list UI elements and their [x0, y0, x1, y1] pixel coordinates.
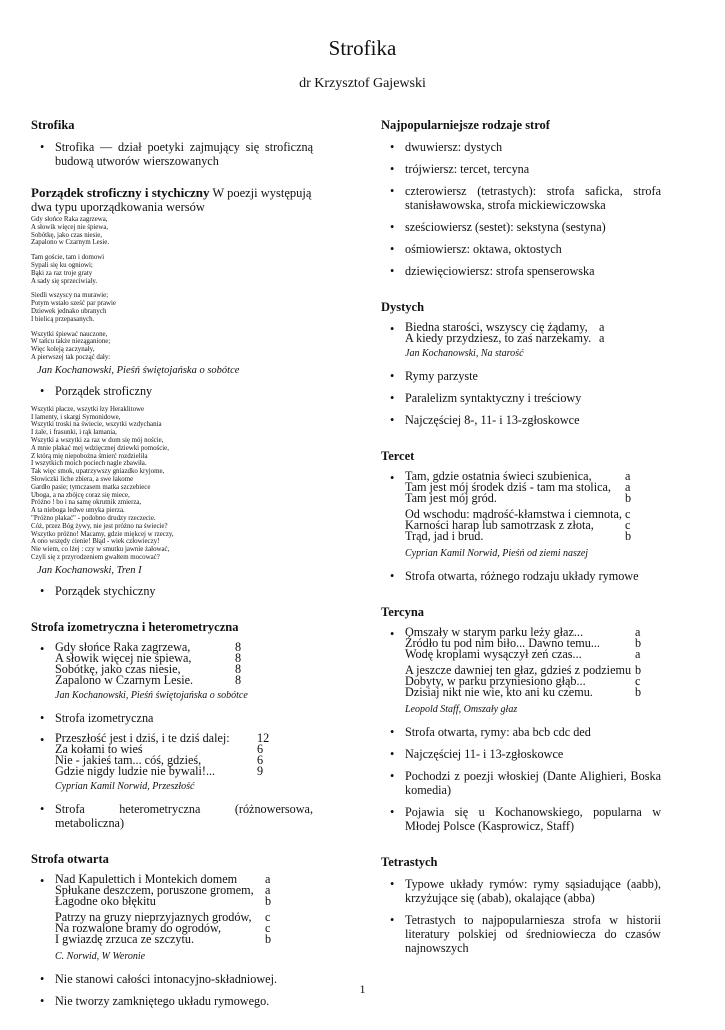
verse-line: Trąd, jad i brud.: [405, 529, 484, 543]
bullet-list: [381, 627, 661, 833]
poem-citation: Cyprian Kamil Norwid, Pieśń od ziemi naszej: [405, 548, 589, 559]
list-item: • Rymy parzyste: [381, 369, 661, 383]
verse-line: A sady się sprzeciwiały.: [31, 277, 98, 285]
rhyme-letter: c: [635, 674, 641, 688]
verse-line: A ono wszędy cienie! Błąd - wiek człowieczy!: [31, 538, 160, 546]
rhyme-letter: a: [625, 469, 631, 483]
verse-line: A jeszcze dawniej ten głaz, gdzieś z podziemu: [405, 663, 632, 677]
poem-omszaly-glaz: [405, 627, 655, 698]
verse-line: Tam jest mój środek dziś - tam ma stolica,: [405, 480, 611, 494]
verse-line: Wszytko próżno! Macamy, gdzie miękcej w rzeczy,: [31, 530, 174, 538]
verse-line: I wszytkich moich pociech nagle zbawiła.: [31, 460, 147, 468]
bullet-list: [381, 140, 661, 278]
list-item: • Pojawia się u Kochanowskiego, popularna w Młodej Polsce (Kasprowicz, Staff): [381, 805, 661, 833]
rhyme-letter: a: [265, 871, 271, 886]
verse-row: [405, 649, 655, 660]
verse-line: Gdzie nigdy ludzie nie bywali!...: [55, 763, 216, 778]
section-tercet: [381, 449, 661, 583]
list-item: • Paralelizm syntaktyczny i treściowy: [381, 391, 661, 405]
verse-line: Dzisiaj nikt nie wie, kto ani ku czemu.: [405, 685, 593, 699]
section-heading: Strofa izometryczna i heterometryczna: [31, 619, 239, 634]
section-intro: W poezji występują dwa typu uporządkowania wersów: [31, 186, 312, 214]
rhyme-letter: c: [625, 507, 631, 521]
section-porzadek: [31, 186, 313, 598]
verse-line: Sypali się ku ogniowi;: [31, 261, 93, 269]
verse-line: Cóż, przez Bóg żywy, nie jest próżno na świecie?: [31, 522, 168, 530]
verse-line: Siedli wszyscy na murawie;: [31, 292, 109, 300]
list-item: • Strofa heterometryczna (różnowersowa, metaboliczna): [31, 802, 313, 830]
list-item: • Porządek stroficzny: [31, 384, 313, 398]
poem-sobotka-syllables: [55, 639, 255, 687]
list-item: • trójwiersz: tercet, tercyna: [381, 162, 661, 176]
poem-citation: Cyprian Kamil Norwid, Przeszłość: [55, 780, 195, 792]
list-item: • Nie tworzy zamkniętego układu rymowego.: [31, 994, 313, 1008]
list-item: • Najczęściej 11- i 13-zgłoskowce: [381, 747, 661, 761]
verse-line: A mnie płakać mej wdzięcznej dziewki pomoście,: [31, 444, 169, 452]
verse-line: • Biedna starości, wszyscy cię żądamy,: [405, 320, 588, 334]
poem-stanza: [31, 331, 313, 362]
poem-stanza: [55, 871, 285, 908]
verse-row: [405, 531, 645, 542]
document-author: dr Krzysztof Gajewski: [299, 76, 426, 91]
poem-stanza: [31, 216, 313, 247]
verse-line: "Próżno płakać" - podobno drudzy rzeczecie.: [31, 514, 156, 522]
section-heading: Tercyna: [381, 605, 425, 619]
page-number: 1: [359, 982, 366, 996]
verse-line: Patrzy na gruzy nieprzyjaznych grodów,: [55, 909, 252, 924]
section-dystych: [381, 300, 661, 427]
verse-line: Wszytki śpiewać nauczone,: [31, 330, 108, 338]
poem-stanza: [405, 471, 645, 504]
left-column: [31, 118, 313, 1030]
rhyme-letter: b: [625, 491, 632, 505]
verse-line: Gardło pasie; tymczasem matka szczebiece: [31, 483, 151, 491]
verse-line: • Nad Kapulettich i Montekich domem: [55, 871, 238, 886]
list-item: [381, 471, 661, 561]
list-item: • czterowiersz (tetrastych): strofa saficka, strofa stanisławowska, strofa mickiewiczowska: [381, 184, 661, 212]
verse-line: A słowik więcej nie śpiewa,: [31, 223, 109, 231]
rhyme-letter: a: [599, 320, 605, 334]
list-item: • Strofika — dział poetyki zajmujący się stroficzną budową utworów wierszowanych: [31, 140, 313, 168]
verse-line: Łagodne oko błękitu: [55, 893, 156, 908]
rhyme-letter: b: [265, 893, 272, 908]
rhyme-letter: c: [265, 909, 271, 924]
verse-line: Potym wstało sześć par prawie: [31, 300, 116, 308]
poem-citation: Jan Kochanowski, Pieśń świętojańska o sobótce: [37, 364, 240, 376]
verse-line: • Omszały w starym parku leży głaz...: [405, 625, 584, 639]
section-heading: Tetrastych: [381, 855, 438, 869]
section-heading: Strofika: [31, 118, 75, 132]
poem-citation: C. Norwid, W Weronie: [55, 950, 146, 962]
poem-przeszlosc: [55, 730, 277, 778]
list-item: • dwuwiersz: dystych: [381, 140, 661, 154]
verse-line: Sobótkę, jako czas niesie,: [31, 231, 102, 239]
poem-citation: Jan Kochanowski, Na starość: [405, 348, 524, 359]
verse-line: Uboga, a na zbójcę coraz się miece,: [31, 491, 130, 499]
poem-citation: Jan Kochanowski, Pieśń świętojańska o sobótce: [55, 689, 248, 701]
rhyme-letter: b: [635, 636, 642, 650]
rhyme-letter: c: [265, 920, 271, 935]
syllable-count: 8: [235, 639, 242, 654]
syllable-count: 6: [257, 741, 264, 756]
list-item: [31, 639, 313, 703]
verse-line: Czyli się z przyrodzeniem gwałtem mocować?: [31, 553, 160, 561]
list-item: • sześciowiersz (sestet): sekstyna (sestyna): [381, 220, 661, 234]
section-rodzaje-strof: [381, 118, 661, 278]
verse-line: Karności harap lub samotrzask z złota,: [405, 518, 594, 532]
section-tetrastych: [381, 855, 661, 955]
verse-row: [55, 931, 285, 946]
list-item: • dziewięciowiersz: strofa spenserowska: [381, 264, 661, 278]
verse-line: Próżno ! bo i na samę okrutnik zmierza,: [31, 499, 142, 507]
verse-line: A słowik więcej nie śpiewa,: [55, 650, 192, 665]
list-item: • Najczęściej 8-, 11- i 13-zgłoskowce: [381, 413, 661, 427]
syllable-count: 9: [257, 763, 264, 778]
section-izometryczna: [31, 620, 313, 830]
syllable-count: 8: [235, 650, 242, 665]
verse-row: [55, 672, 255, 687]
verse-line: Zapalono w Czarnym Lesie.: [55, 672, 194, 687]
poem-tren: [31, 406, 313, 562]
poem-stanza: [31, 292, 313, 323]
section-heading: Porządek stroficzny i stychiczny: [31, 185, 210, 200]
poem-stanza: [405, 665, 655, 698]
list-item: • Pochodzi z poezji włoskiej (Dante Alighieri, Boska komedia): [381, 769, 661, 797]
bullet-list: [381, 471, 661, 583]
verse-row: [405, 493, 645, 504]
verse-row: [55, 763, 277, 778]
section-heading: Najpopularniejsze rodzaje strof: [381, 118, 550, 132]
list-item: • Strofa otwarta, rymy: aba bcb cdc ded: [381, 725, 661, 739]
poem-sobotka: [31, 216, 313, 362]
verse-line: A ta nieboga ledwe umyka pierza.: [31, 507, 125, 515]
verse-line: Więc koleją zaczynały,: [31, 346, 95, 354]
list-item: • Strofa izometryczna: [31, 711, 313, 725]
list-item: [31, 871, 313, 964]
verse-line: Wszytki troski na świecie, wszytki wzdychania: [31, 421, 162, 429]
poem-na-starosc: [405, 322, 619, 344]
verse-line: I gwiazdę zrzuca ze szczytu.: [55, 931, 195, 946]
syllable-count: 6: [257, 752, 264, 767]
verse-line: A pierwszej tak począć dały:: [31, 353, 111, 361]
verse-row: [405, 333, 619, 344]
verse-line: W tańcu także nieząganione;: [31, 338, 111, 346]
verse-line: Wszytki płacze, wszytki łzy Heraklitowe: [31, 405, 145, 413]
bullet-list: [31, 140, 313, 168]
verse-line: Spłukane deszczem, poruszone gromem,: [55, 882, 254, 897]
list-item: • Porządek stychiczny: [31, 584, 313, 598]
poem-stanza: [55, 909, 285, 946]
poem-citation: Leopold Staff, Omszały głaz: [405, 704, 518, 715]
section-heading: Dystych: [381, 300, 425, 314]
verse-line: Dobyty, w parku przyniesiono głąb...: [405, 674, 586, 688]
bullet-list: [381, 877, 661, 955]
syllable-count: 12: [257, 730, 270, 745]
verse-line: I bielicą przepasanych.: [31, 315, 95, 323]
verse-line: Źródło tu pod nim biło... Dawno temu...: [405, 636, 600, 650]
verse-line: Tak więc smok, upatrzywszy gniazdko kryjome,: [31, 468, 165, 476]
rhyme-letter: a: [635, 625, 641, 639]
verse-line: Od wschodu: mądrość-kłamstwa i ciemnota,: [405, 507, 622, 521]
right-column: [381, 118, 661, 977]
list-item: • Nie stanowi całości intonacyjno-składniowej.: [31, 972, 313, 986]
verse-line: • Gdy słońce Raka zagrzewa,: [55, 639, 191, 654]
verse-line: I lamenty, i skargi Symonidowe,: [31, 413, 121, 421]
syllable-count: 8: [235, 661, 242, 676]
verse-line: Dziewek jednako ubranych: [31, 307, 107, 315]
rhyme-letter: b: [265, 931, 272, 946]
verse-line: • Przeszłość jest i dziś, i te dziś dalej:: [55, 730, 230, 745]
poem-piesn-od-ziemi: [405, 471, 645, 542]
verse-line: Tam jest mój gród.: [405, 491, 497, 505]
runin-paragraph: [31, 186, 313, 214]
verse-line: Sobótkę, jako czas niesie,: [55, 661, 181, 676]
section-tercyna: [381, 605, 661, 833]
rhyme-letter: b: [625, 529, 632, 543]
poem-stanza: [31, 254, 313, 285]
bullet-list: [381, 322, 661, 427]
rhyme-letter: c: [625, 518, 631, 532]
section-heading: Strofa otwarta: [31, 851, 109, 866]
list-item: [381, 627, 661, 717]
verse-line: • Tam, gdzie ostatnia świeci szubienica,: [405, 469, 592, 483]
poem-citation: Jan Kochanowski, Tren I: [37, 564, 142, 576]
verse-row: [405, 687, 655, 698]
verse-line: Nie - jakieś tam... cóś, gdzieś,: [55, 752, 202, 767]
verse-line: Nie wiem, co lżej : czy w smutku jawnie żałować,: [31, 546, 170, 554]
verse-line: Wszytki a wszytki za raz w dom się mój noście,: [31, 436, 164, 444]
verse-line: A kiedy przydziesz, to zaś narzekamy.: [405, 331, 592, 345]
list-item: • ośmiowiersz: oktawa, oktostych: [381, 242, 661, 256]
verse-line: Bąki za raz troje graty: [31, 269, 93, 277]
bullet-list: [31, 639, 313, 830]
list-item: • Tetrastych to najpopularniesza strofa w historii literatury polskiej od średniowiecza do czasów najnowszych: [381, 913, 661, 955]
rhyme-letter: a: [635, 647, 641, 661]
verse-line: Gdy słońce Raka zagrzewa,: [31, 216, 108, 223]
rhyme-letter: a: [599, 331, 605, 345]
verse-line: Słowiczki liche zbiera, a swe łakome: [31, 475, 134, 483]
rhyme-letter: b: [635, 685, 642, 699]
verse-row: [55, 893, 285, 908]
document-title: Strofika: [328, 36, 397, 60]
poem-w-weronie: [55, 871, 285, 946]
rhyme-letter: a: [265, 882, 271, 897]
poem-stanza: [405, 627, 655, 660]
list-item: [31, 730, 313, 794]
verse-line: Z którą mię niepobożna śmierć rozdzieliła: [31, 452, 148, 460]
rhyme-letter: b: [635, 663, 642, 677]
list-item: • Typowe układy rymów: rymy sąsiadujące (aabb), krzyżujące się (abab), okalające (abba): [381, 877, 661, 905]
list-item: • Strofa otwarta, różnego rodzaju układy rymowe: [381, 569, 661, 583]
list-item: [381, 322, 661, 361]
rhyme-letter: a: [625, 480, 631, 494]
verse-line: Na rozwalone bramy do ogrodów,: [55, 920, 222, 935]
verse-line: Zapalono w Czarnym Lesie.: [31, 239, 110, 247]
verse-line: Wodę kroplami wysączył zeń czas...: [405, 647, 582, 661]
verse-line: Tam goście, tam i domowi: [31, 254, 105, 262]
poem-stanza: [405, 509, 645, 542]
syllable-count: 8: [235, 672, 242, 687]
verse-line: I żale, i frasunki, i rąk łamania,: [31, 429, 117, 437]
section-heading: Tercet: [381, 449, 415, 463]
bullet-list: [31, 384, 313, 398]
verse-line: Za kołami to wieś: [55, 741, 143, 756]
bullet-list: [31, 584, 313, 598]
section-strofika: [31, 118, 313, 168]
